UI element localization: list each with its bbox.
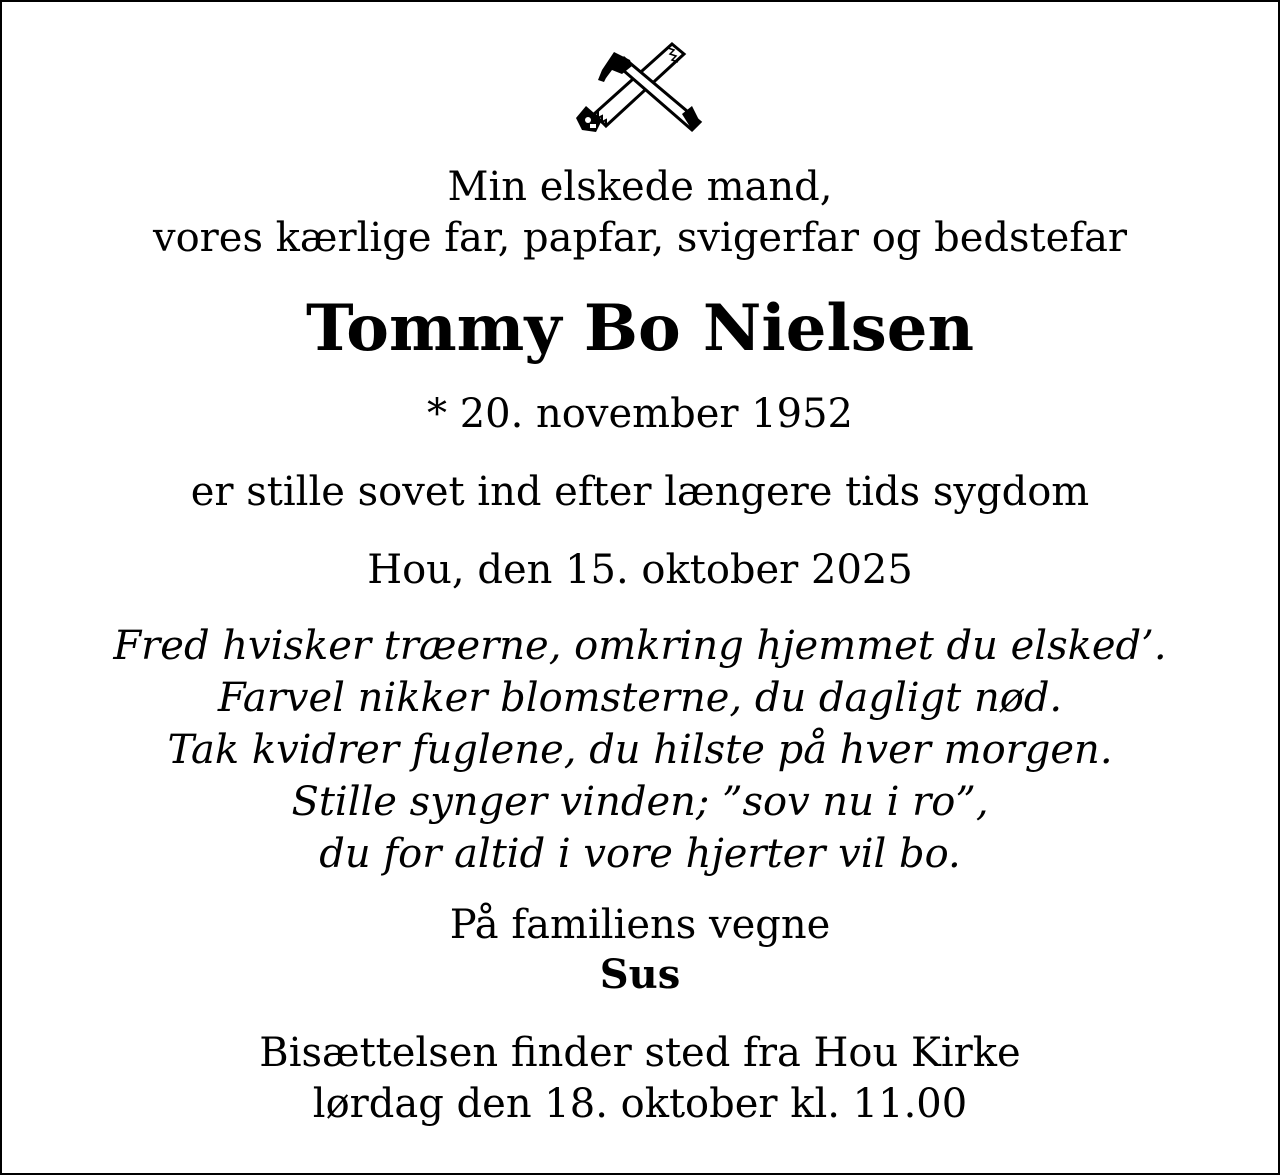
- birth-date: * 20. november 1952: [427, 391, 853, 437]
- poem-line: du for altid i vore hjerter vil bo.: [319, 831, 961, 877]
- place-and-date: Hou, den 15. oktober 2025: [367, 547, 913, 593]
- intro-line-1: Min elskede mand,: [447, 164, 833, 210]
- poem-line: Fred hvisker træerne, omkring hjemmet du elsked’.: [113, 623, 1167, 669]
- poem-line: Tak kvidrer fuglene, du hilste på hver morgen.: [167, 727, 1113, 773]
- poem: [2, 620, 1278, 880]
- signature-block: [2, 900, 1278, 1000]
- intro-line-2: vores kærlige far, papfar, svigerfar og bedstefar: [152, 215, 1128, 261]
- funeral-line-2: lørdag den 18. oktober kl. 11.00: [312, 1081, 968, 1127]
- intro-text: [2, 162, 1278, 264]
- poem-line: Farvel nikker blomsterne, du dagligt nød.: [217, 675, 1063, 721]
- poem-line: Stille synger vinden; ”sov nu i ro”,: [291, 779, 989, 825]
- funeral-info: [2, 1028, 1278, 1130]
- signature-line: På familiens vegne: [449, 902, 831, 948]
- hammer-and-saw-icon: [572, 40, 712, 136]
- funeral-line-1: Bisættelsen finder sted fra Hou Kirke: [259, 1030, 1021, 1076]
- deceased-name: Tommy Bo Nielsen: [305, 291, 975, 366]
- death-text: er stille sovet ind efter længere tids sygdom: [190, 469, 1090, 515]
- signer-name: Sus: [599, 951, 681, 998]
